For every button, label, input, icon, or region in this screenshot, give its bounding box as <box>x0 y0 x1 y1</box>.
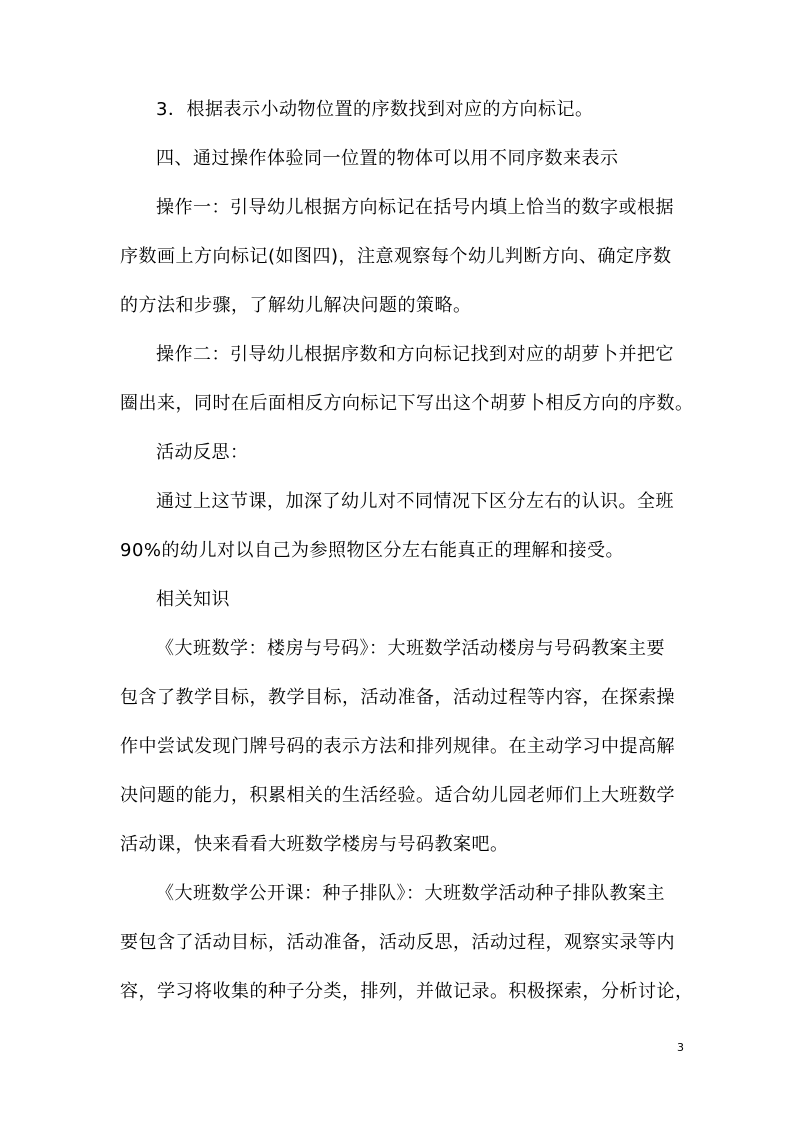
knowledge-2-line-2: 要包含了活动目标，活动准备，活动反思，活动过程，观察实录等内 <box>120 932 675 953</box>
operation-2-line-1: 操作二：引导幼儿根据序数和方向标记找到对应的胡萝卜并把它 <box>156 344 674 365</box>
reflection-line-1: 通过上这节课，加深了幼儿对不同情况下区分左右的认识。全班 <box>156 491 674 512</box>
activity-reflection-heading: 活动反思： <box>156 442 249 463</box>
reflection-line-2: 90%的幼儿对以自己为参照物区分左右能真正的理解和接受。 <box>120 540 625 561</box>
operation-2-line-2: 圈出来，同时在后面相反方向标记下写出这个胡萝卜相反方向的序数。 <box>120 393 694 414</box>
knowledge-2-line-1: 《大班数学公开课：种子排队》：大班数学活动种子排队教案主 <box>156 883 665 904</box>
page-number: 3 <box>677 1041 684 1054</box>
knowledge-1-line-3: 作中尝试发现门牌号码的表示方法和排列规律。在主动学习中提高解 <box>120 736 675 757</box>
knowledge-1-line-5: 活动课，快来看看大班数学楼房与号码教案吧。 <box>120 834 509 855</box>
knowledge-1-line-4: 决问题的能力，积累相关的生活经验。适合幼儿园老师们上大班数学 <box>120 785 675 806</box>
operation-1-line-1: 操作一：引导幼儿根据方向标记在括号内填上恰当的数字或根据 <box>156 197 674 218</box>
knowledge-1-line-2: 包含了教学目标，教学目标，活动准备，活动过程等内容，在探索操 <box>120 687 675 708</box>
knowledge-2-line-3: 容，学习将收集的种子分类，排列，并做记录。积极探索，分析讨论， <box>120 981 694 1002</box>
related-knowledge-heading: 相关知识 <box>156 589 230 610</box>
step-3-text: 3．根据表示小动物位置的序数找到对应的方向标记。 <box>156 99 594 120</box>
operation-1-line-2: 序数画上方向标记(如图四)，注意观察每个幼儿判断方向、确定序数 <box>120 246 672 267</box>
knowledge-1-line-1: 《大班数学：楼房与号码》：大班数学活动楼房与号码教案主要 <box>156 638 665 659</box>
operation-1-line-3: 的方法和步骤，了解幼儿解决问题的策略。 <box>120 295 472 316</box>
section-4-heading: 四、通过操作体验同一位置的物体可以用不同序数来表示 <box>156 148 619 169</box>
